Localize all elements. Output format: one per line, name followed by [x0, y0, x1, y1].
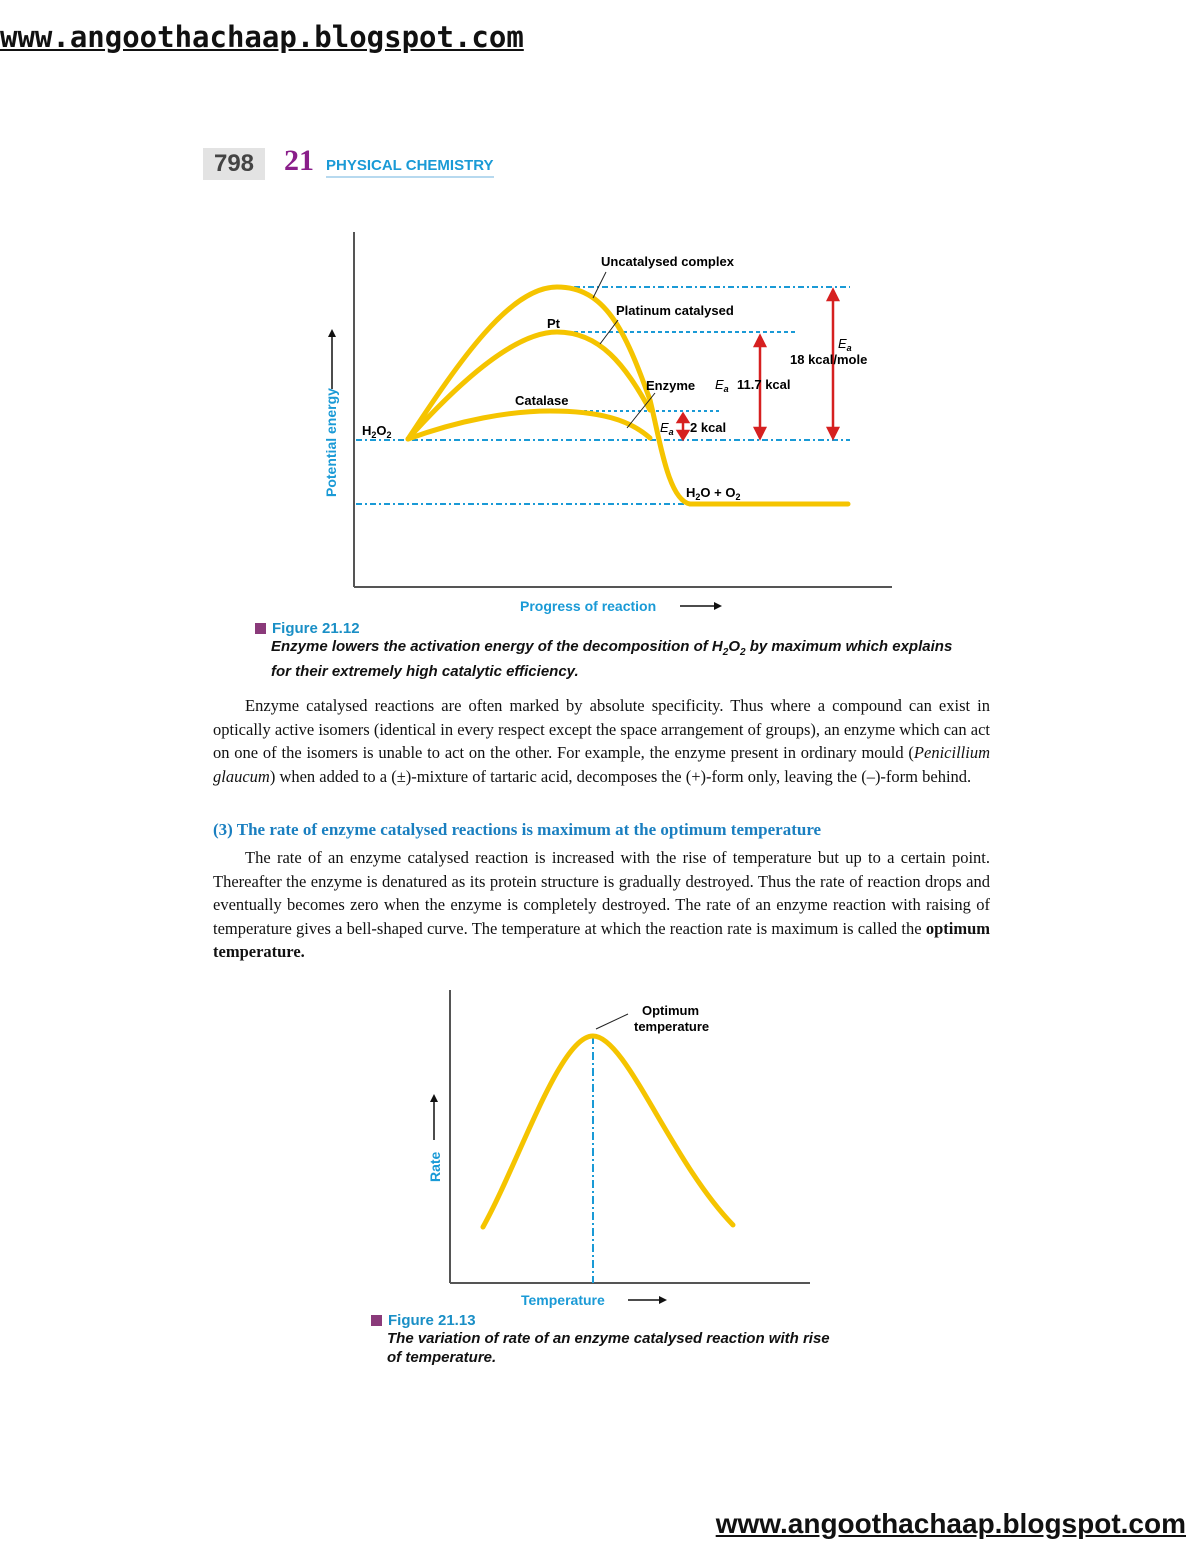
label-ea-uncat-value: 18 kcal/mole — [790, 352, 868, 367]
bell-curve — [483, 1036, 733, 1227]
label-ea-pt-value: 11.7 kcal — [737, 377, 791, 392]
fig1-y-label: Potential energy — [323, 388, 339, 497]
label-h2o2: $H_2O_2$ — [362, 423, 392, 440]
label-optimum: Optimum — [642, 1003, 700, 1018]
fig2-y-label: Rate — [427, 1151, 443, 1182]
paragraph-specificity: Enzyme catalysed reactions are often marked by absolute specificity. Thus where a compound can exist in optically active isomers (identical in every respect except the space arrangement of groups), an enzyme which can act on one of the isomers is unable to act on the other. For example, the enzyme present in ordinary mould (Penicillium glaucum) when added to a (±)-mixture of tartaric acid, decomposes the (+)-form only, leaving the (–)-form behind. — [213, 696, 990, 786]
figure-21-12-diagram — [0, 220, 1200, 620]
chapter-number: 21 — [284, 144, 314, 177]
figure-21-13-caption — [371, 1312, 837, 1367]
figure-21-12-caption — [255, 620, 971, 681]
watermark-bottom[interactable]: www.angoothachaap.blogspot.com — [715, 1508, 1186, 1539]
label-ea-enz-symbol: $E_a$ — [660, 420, 674, 437]
label-pt: Pt — [547, 316, 560, 331]
watermark-top[interactable]: www.angoothachaap.blogspot.com — [0, 20, 524, 54]
arrow-ea-enzyme — [678, 414, 688, 439]
label-ea-pt-symbol: $E_a$ — [715, 377, 729, 394]
label-products: $H_2O + O_2$ — [686, 485, 741, 502]
figure-21-12-text: Enzyme lowers the activation energy of the decomposition of $H_2O_2$ by maximum which explains for their extremely high catalytic efficiency. — [271, 638, 953, 680]
label-catalase: Catalase — [515, 393, 569, 408]
fig2-x-label: Temperature — [521, 1292, 605, 1308]
curve-uncatalysed — [408, 287, 848, 504]
page-number: 798 — [203, 148, 265, 180]
section-3-heading: (3) The rate of enzyme catalysed reactions is maximum at the optimum temperature — [213, 820, 822, 839]
leader-optimum — [596, 1014, 628, 1029]
label-temperature-peak: temperature — [634, 1019, 710, 1034]
fig1-x-label: Progress of reaction — [520, 598, 657, 614]
fig2-x-arrow — [628, 1296, 667, 1304]
figure-21-12-label: Figure 21.12 — [255, 620, 971, 637]
label-uncatalysed: Uncatalysed complex — [601, 254, 734, 269]
fig1-y-label-group — [323, 329, 339, 497]
figure-21-13-diagram — [0, 985, 1200, 1315]
label-enzyme: Enzyme — [646, 378, 696, 393]
label-ea-uncat-symbol: $E_a$ — [838, 336, 852, 353]
label-platinum: Platinum catalysed — [616, 303, 734, 318]
chapter-title: PHYSICAL CHEMISTRY — [326, 157, 494, 178]
figure-21-13-text: The variation of rate of an enzyme catalysed reaction with rise of temperature. — [387, 1330, 830, 1366]
fig2-y-label-group — [427, 1094, 443, 1182]
paragraph-optimum-temperature: The rate of an enzyme catalysed reaction is increased with the rise of temperature but up to a certain point. Thereafter the enzyme is denatured as its protein structure is gradually destroyed. Thus the rate of reaction drops and eventually becomes zero when the enzyme is completely destroyed. The rate of an enzyme reaction with raising of temperature gives a bell-shaped curve. The temperature at which the reaction rate is maximum is called the optimum temperature. — [213, 848, 990, 961]
curve-catalase — [408, 411, 650, 439]
fig1-x-arrow — [680, 602, 722, 610]
leader-uncatalysed — [593, 272, 606, 298]
figure-21-13-label: Figure 21.13 — [371, 1312, 837, 1329]
label-ea-enz-value: 2 kcal — [690, 420, 727, 435]
